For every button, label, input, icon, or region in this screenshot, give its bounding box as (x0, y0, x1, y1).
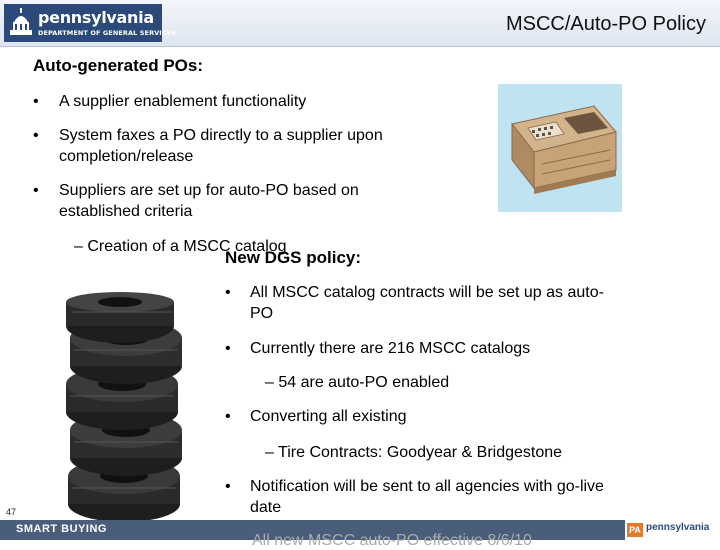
bullet-text-continued: established criteria (59, 203, 193, 220)
slide-title: MSCC/Auto-PO Policy (505, 13, 706, 35)
bullet-marker: • (225, 478, 231, 495)
page-number: 47 (6, 507, 17, 517)
list-item (225, 338, 675, 360)
list-item (225, 282, 675, 326)
list-item (33, 91, 473, 113)
bullet-marker: • (225, 340, 231, 357)
list-item (225, 476, 675, 520)
list-item (33, 125, 473, 169)
pa-keystone-icon: PA (627, 523, 643, 537)
tire-stack-image (62, 292, 188, 524)
pa-footer-logo (625, 520, 720, 540)
list-item (33, 180, 473, 224)
cut-off-bullet-text: All new MSCC auto-PO effective 8/6/10 (252, 532, 532, 549)
smart-buying-label: SMART BUYING (16, 523, 107, 535)
bullet-marker: • (225, 284, 231, 301)
bullet-text: All MSCC catalog contracts will be set up as auto- (250, 284, 604, 301)
fax-machine-image (498, 84, 622, 212)
sub-item: – 54 are auto-PO enabled (265, 374, 450, 391)
bullet-text-continued: date (250, 499, 282, 516)
bullet-marker: • (33, 127, 39, 144)
bullet-marker: • (33, 182, 39, 199)
capitol-dome-icon (8, 8, 34, 38)
pa-logo-text: pennsylvania (646, 522, 710, 533)
bullet-text: Converting all existing (250, 408, 407, 425)
bullet-text-continued: PO (250, 305, 274, 322)
bullet-marker: • (33, 93, 39, 110)
pa-dgs-logo (4, 4, 177, 42)
logo-title: pennsylvania (38, 8, 154, 27)
bullet-text: Suppliers are set up for auto-PO based on (59, 182, 359, 199)
bullet-text: Currently there are 216 MSCC catalogs (250, 340, 531, 357)
auto-po-heading: Auto-generated POs: (33, 56, 204, 75)
list-item (225, 406, 675, 428)
bullet-marker: • (225, 408, 231, 425)
bullet-text: A supplier enablement functionality (59, 93, 307, 110)
sub-item: – Tire Contracts: Goodyear & Bridgestone (265, 444, 563, 461)
bullet-text: Notification will be sent to all agencies with go-live (250, 478, 604, 495)
bullet-text-continued: completion/release (59, 148, 194, 165)
bullet-text: System faxes a PO directly to a supplier upon (59, 127, 383, 144)
sub-item: – Creation of a MSCC catalog (74, 238, 287, 255)
logo-subtitle: DEPARTMENT OF GENERAL SERVICES (38, 29, 177, 37)
header-divider (0, 46, 720, 47)
dgs-policy-heading: New DGS policy: (225, 248, 362, 267)
